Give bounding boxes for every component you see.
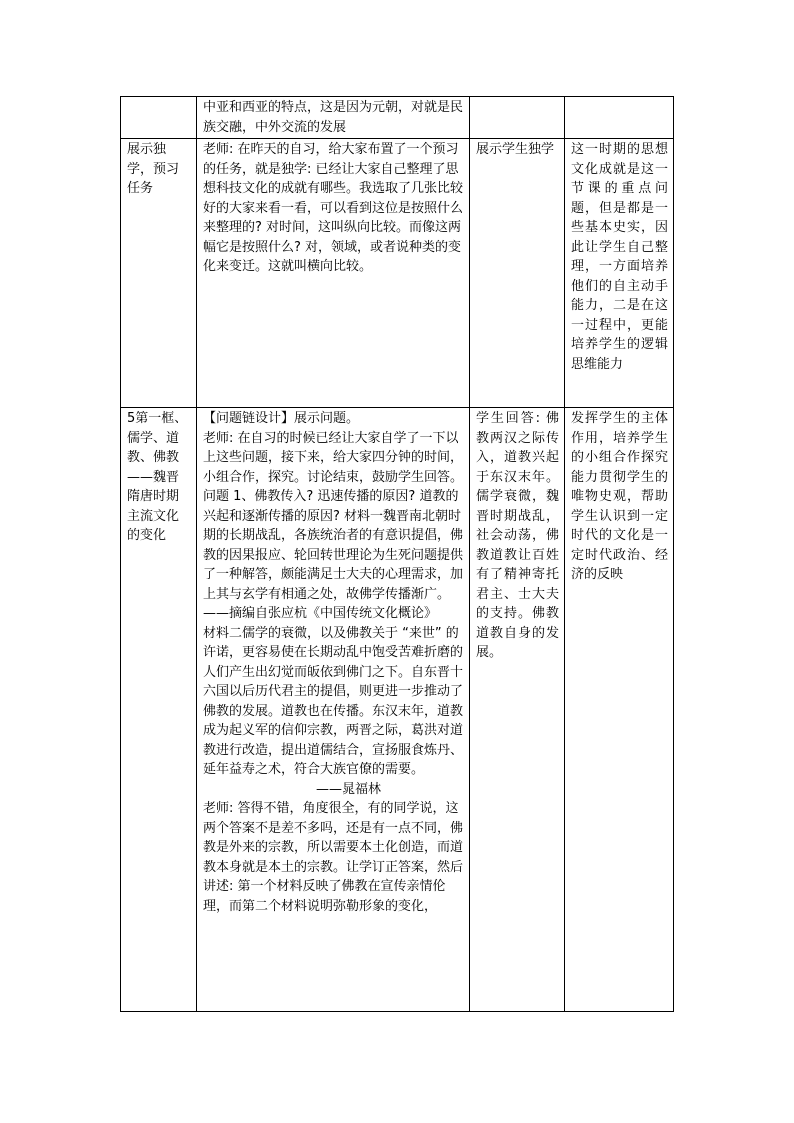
design-intent-cell (565, 97, 674, 139)
student-activity-cell: 展示学生独学 (470, 139, 565, 408)
teacher-paragraph: 老师: 在自习的时候已经让大家自学了一下以上这些问题，接下来，给大家四分钟的时间，小组合作，探究。讨论结束，鼓励学生回答。 (203, 430, 464, 485)
table-row (121, 408, 674, 1012)
table-row (121, 139, 674, 408)
stage-cell (121, 97, 197, 139)
author-signature: ——晁福林 (315, 781, 381, 797)
teacher-activity-cell (197, 139, 470, 408)
stage-cell: 展示独学，预习任务 (121, 139, 197, 408)
design-intent-cell: 这一时期的思想文化成就是这一节课的重点问题，但是都是一些基本史实，因此让学生自己整理，一方面培养他们的自主动手能力，二是在这一过程中，更能培养学生的逻辑思维能力 (565, 139, 674, 408)
teacher-paragraph: 【问题链设计】展示问题。 (203, 411, 360, 426)
teacher-paragraph: 老师: 在昨天的自习，给大家布置了一个预习的任务，就是独学: 已经让大家自己整理了思想科技文化的成就有哪些。我选取了几张比较好的大家来看一看，可以看到这位是按照什么来整理的? 对时间，这叫纵向比较。而像这两幅它是按照什么? 对，领域，或者说种类的变化来变迁。这就叫横向比较。 (203, 142, 464, 274)
teacher-activity-cell (197, 408, 470, 1012)
teacher-activity-cell (197, 97, 470, 139)
teacher-paragraph: 中亚和西亚的特点，这是因为元朝，对就是民族交融，中外交流的发展 (203, 100, 464, 135)
stage-cell: 5第一框、儒学、道教、佛教——魏晋隋唐时期主流文化的变化 (121, 408, 197, 1012)
lesson-plan-table (120, 96, 674, 1012)
design-intent-cell: 发挥学生的主体作用，培养学生的小组合作探究能力贯彻学生的唯物史观，帮助学生认识到一定时代的文化是一定时代政治、经济的反映 (565, 408, 674, 1012)
source-citation: ——摘编自张应杭《中国传统文化概论》 (203, 606, 438, 621)
student-activity-cell (470, 97, 565, 139)
table-row (121, 97, 674, 139)
teacher-paragraph: 材料二儒学的衰微，以及佛教关于 “来世” 的许诺，更容易使在长期动乱中饱受苦难折磨的人们产生出幻觉而皈依到佛门之下。自东晋十六国以后历代君主的提倡，则更进一步推动了佛教的发展。道教也在传播。东汉末年，道教成为起义军的信仰宗教，两晋之际，葛洪对道教进行改造，提出道儒结合，宣扬服食炼丹、延年益寿之术，符合大族官僚的需要。 (203, 625, 464, 777)
student-activity-cell: 学生回答: 佛教两汉之际传入，道教兴起于东汉末年。儒学衰微，魏晋时期战乱，社会动荡，佛教道教让百姓有了精神寄托君主、士大夫的支持。佛教道教自身的发展。 (470, 408, 565, 1012)
teacher-paragraph: 老师: 答得不错，角度很全，有的同学说，这两个答案不是差不多吗，还是有一点不同，佛教是外来的宗教，所以需要本土化创造，而道教本身就是本土的宗教。让学订正答案，然后讲述: 第一个材料反映了佛教在宣传亲情伦理，而第二个材料说明弥勒形象的变化， (203, 801, 464, 914)
teacher-paragraph: 问题 1、佛教传入? 迅速传播的原因? 道教的兴起和逐渐传播的原因? 材料一魏晋南北朝时期的长期战乱，各族统治者的有意识提倡，佛教的因果报应、轮回转世理论为生死问题提供了一种解答，颇能满足士大夫的心理需求，加上其与玄学有相通之处，故佛学传播渐广。 (203, 489, 464, 602)
